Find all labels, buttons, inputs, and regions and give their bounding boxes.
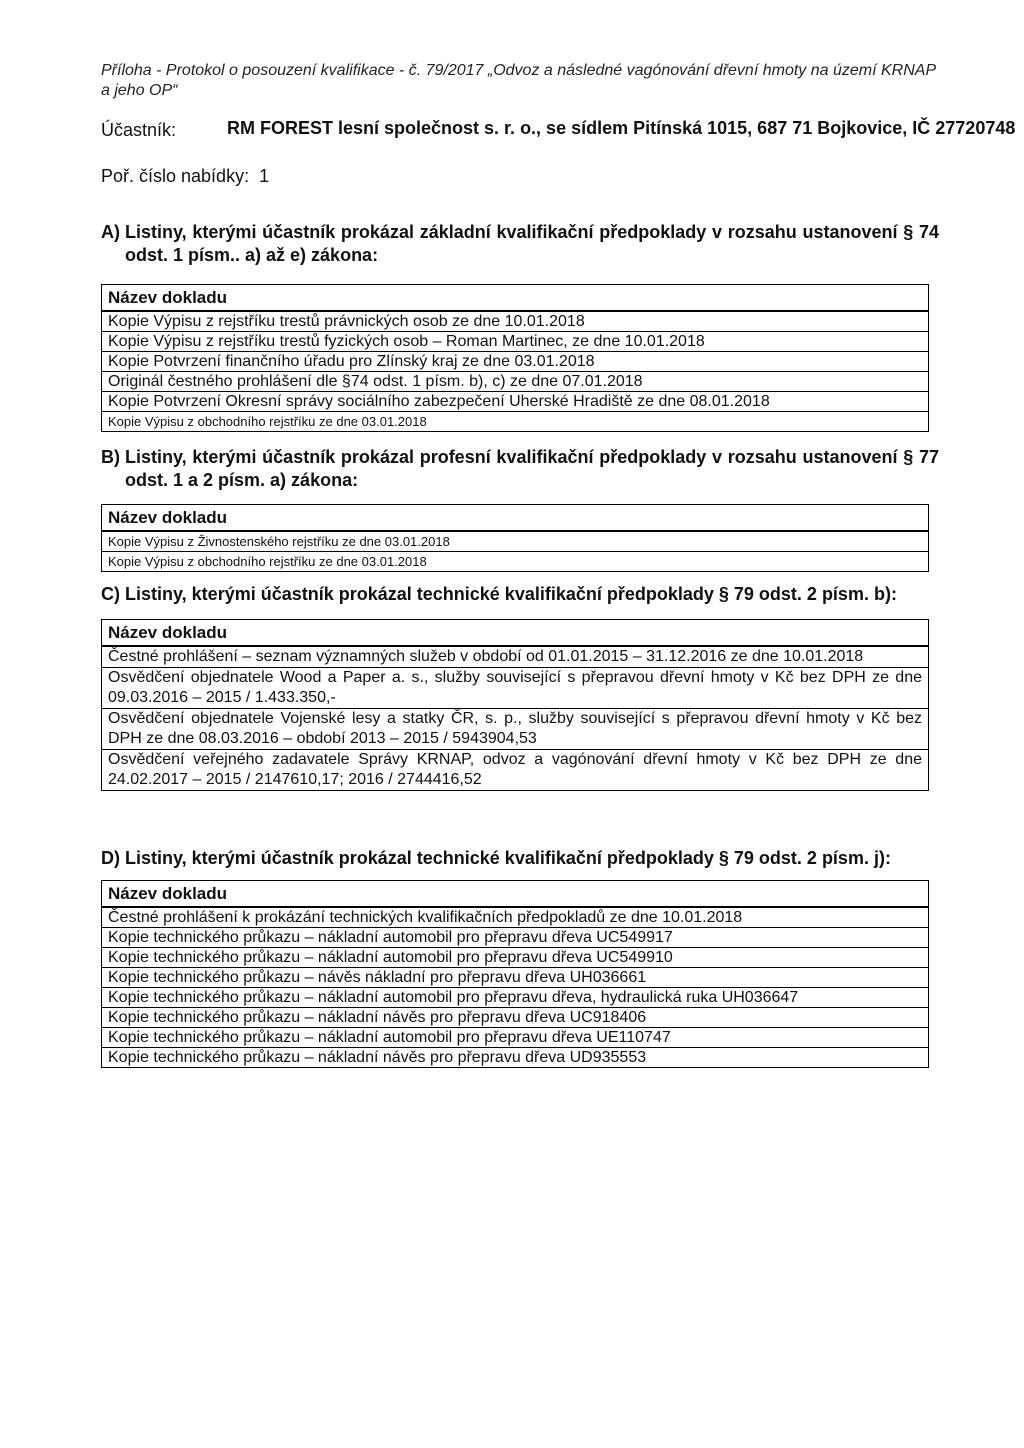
- table-row: [102, 392, 929, 412]
- table-cell: Čestné prohlášení – seznam významných služeb v období od 01.01.2015 – 31.12.2016 ze dne 10.01.2018: [102, 646, 929, 668]
- table-row: [102, 907, 929, 928]
- table-cell: Čestné prohlášení k prokázání technických kvalifikačních předpokladů ze dne 10.01.2018: [102, 907, 929, 928]
- table-row: [102, 948, 929, 968]
- table-cell: Kopie Výpisu z obchodního rejstříku ze dne 03.01.2018: [102, 552, 929, 572]
- offer-number-block: [101, 165, 269, 187]
- offer-number-value: 1: [259, 166, 270, 186]
- table-cell: Originál čestného prohlášení dle §74 odst. 1 písm. b), c) ze dne 07.01.2018: [102, 372, 929, 392]
- table-row: [102, 928, 929, 948]
- participant-label: Účastník:: [101, 120, 177, 140]
- table-cell: Kopie technického průkazu – nákladní automobil pro přepravu dřeva, hydraulická ruka UH036647: [102, 988, 929, 1008]
- table-row: [102, 988, 929, 1008]
- table-row: [102, 1028, 929, 1048]
- section-a-table: [101, 284, 929, 432]
- table-cell: Kopie technického průkazu – návěs nákladní pro přepravu dřeva UH036661: [102, 968, 929, 988]
- section-d-letter: D): [101, 848, 120, 868]
- table-cell: Kopie Potvrzení Okresní správy sociálního zabezpečení Uherské Hradiště ze dne 08.01.2018: [102, 392, 929, 412]
- table-cell: Osvědčení objednatele Wood a Paper a. s., služby související s přepravou dřevní hmoty v Kč bez DPH ze dne 09.03.2016 – 2015 / 1.433.350,-: [102, 668, 929, 709]
- table-row: [102, 750, 929, 791]
- table-header-cell: Název dokladu: [102, 285, 929, 312]
- section-b-heading: [101, 446, 939, 492]
- table-row: [102, 531, 929, 552]
- table-cell: Kopie Výpisu z rejstříku trestů fyzických osob – Roman Martinec, ze dne 10.01.2018: [102, 332, 929, 352]
- table-cell: Kopie technického průkazu – nákladní návěs pro přepravu dřeva UD935553: [102, 1048, 929, 1068]
- table-row: [102, 646, 929, 668]
- section-c-letter: C): [101, 584, 120, 604]
- section-c-table: [101, 619, 929, 791]
- table-row: [102, 412, 929, 432]
- section-a-letter: A): [101, 222, 120, 242]
- section-b-letter: B): [101, 447, 120, 467]
- section-b-table: [101, 504, 929, 572]
- section-a-heading: [101, 221, 939, 267]
- attachment-header-note: Příloha - Protokol o posouzení kvalifikace - č. 79/2017 „Odvoz a následné vagónování dřevní hmoty na území KRNAP a jeho OP“: [101, 62, 936, 99]
- table-header-cell: Název dokladu: [102, 505, 929, 532]
- table-header-row: [102, 881, 929, 908]
- table-cell: Kopie technického průkazu – nákladní automobil pro přepravu dřeva UE110747: [102, 1028, 929, 1048]
- table-header-row: [102, 505, 929, 532]
- section-d-table: [101, 880, 929, 1068]
- table-row: [102, 1048, 929, 1068]
- table-header-row: [102, 285, 929, 312]
- table-cell: Kopie Potvrzení finančního úřadu pro Zlínský kraj ze dne 03.01.2018: [102, 352, 929, 372]
- section-b-title: Listiny, kterými účastník prokázal profesní kvalifikační předpoklady v rozsahu ustanovení § 77 odst. 1 a 2 písm. a) zákona:: [125, 447, 939, 490]
- section-a-title: Listiny, kterými účastník prokázal základní kvalifikační předpoklady v rozsahu ustanovení § 74 odst. 1 písm.. a) až e) zákona:: [125, 222, 939, 265]
- table-row: [102, 552, 929, 572]
- table-header-cell: Název dokladu: [102, 620, 929, 647]
- table-row: [102, 352, 929, 372]
- table-cell: Osvědčení veřejného zadavatele Správy KRNAP, odvoz a vagónování dřevní hmoty v Kč bez DPH ze dne 24.02.2017 – 2015 / 2147610,17; 2016 / 2744416,52: [102, 750, 929, 791]
- table-cell: Kopie technického průkazu – nákladní návěs pro přepravu dřeva UC918406: [102, 1008, 929, 1028]
- offer-number-label: Poř. číslo nabídky:: [101, 166, 250, 186]
- table-row: [102, 709, 929, 750]
- table-cell: Kopie Výpisu z obchodního rejstříku ze dne 03.01.2018: [102, 412, 929, 432]
- table-row: [102, 332, 929, 352]
- section-d-title: Listiny, kterými účastník prokázal technické kvalifikační předpoklady § 79 odst. 2 písm. j):: [125, 848, 891, 868]
- table-row: [102, 968, 929, 988]
- section-d-heading: [101, 847, 939, 870]
- table-cell: Osvědčení objednatele Vojenské lesy a statky ČR, s. p., služby související s přepravou dřevní hmoty v Kč bez DPH ze dne 08.03.2016 – období 2013 – 2015 / 5943904,53: [102, 709, 929, 750]
- table-cell: Kopie Výpisu z Živnostenského rejstříku ze dne 03.01.2018: [102, 531, 929, 552]
- table-cell: Kopie technického průkazu – nákladní automobil pro přepravu dřeva UC549917: [102, 928, 929, 948]
- table-header-cell: Název dokladu: [102, 881, 929, 908]
- table-cell: Kopie technického průkazu – nákladní automobil pro přepravu dřeva UC549910: [102, 948, 929, 968]
- table-cell: Kopie Výpisu z rejstříku trestů právnických osob ze dne 10.01.2018: [102, 311, 929, 332]
- table-row: [102, 1008, 929, 1028]
- section-c-heading: [101, 583, 939, 606]
- participant-value: RM FOREST lesní společnost s. r. o., se sídlem Pitínská 1015, 687 71 Bojkovice, IČ 27720748: [227, 118, 1016, 138]
- table-row: [102, 311, 929, 332]
- table-row: [102, 668, 929, 709]
- table-row: [102, 372, 929, 392]
- section-c-title: Listiny, kterými účastník prokázal technické kvalifikační předpoklady § 79 odst. 2 písm. b):: [125, 584, 897, 604]
- table-header-row: [102, 620, 929, 647]
